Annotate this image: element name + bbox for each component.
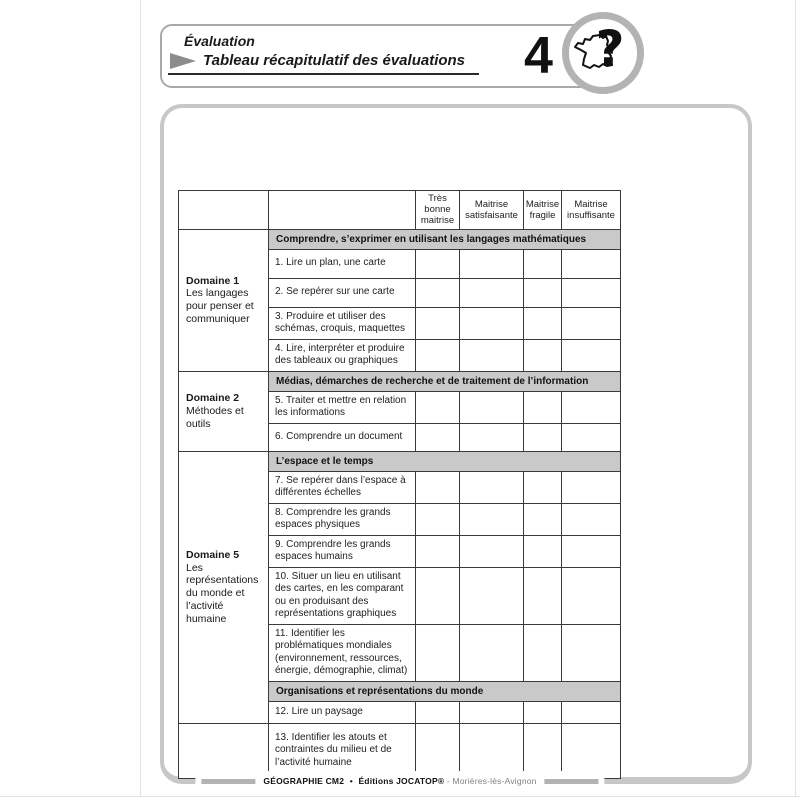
score-cell[interactable] xyxy=(524,423,562,451)
score-cell[interactable] xyxy=(460,339,524,371)
competency-label: 12. Lire un paysage xyxy=(269,701,416,723)
column-header: Maitrise fragile xyxy=(524,191,562,230)
france-map-question-icon xyxy=(570,20,636,86)
score-cell[interactable] xyxy=(416,391,460,423)
header-title-row xyxy=(168,52,479,75)
score-cell[interactable] xyxy=(460,723,524,778)
score-cell[interactable] xyxy=(524,471,562,503)
domain-title: Domaine 1 xyxy=(186,274,240,287)
competency-label: 2. Se repérer sur une carte xyxy=(269,278,416,307)
footer-text xyxy=(263,776,536,786)
score-cell[interactable] xyxy=(562,503,621,535)
score-cell[interactable] xyxy=(460,624,524,681)
competency-label: 5. Traiter et mettre en relation les informations xyxy=(269,391,416,423)
category-label: Évaluation xyxy=(184,33,255,49)
page-edge-line xyxy=(795,0,796,797)
competency-label: 1. Lire un plan, une carte xyxy=(269,249,416,278)
score-cell[interactable] xyxy=(460,471,524,503)
score-cell[interactable] xyxy=(460,423,524,451)
domain-cell xyxy=(179,451,269,723)
score-cell[interactable] xyxy=(562,471,621,503)
blank-corner-cell xyxy=(179,191,269,230)
right-arrow-icon xyxy=(170,53,196,69)
footer-location: - Morières-lès-Avignon xyxy=(446,776,537,786)
score-cell[interactable] xyxy=(416,278,460,307)
page-title: Tableau récapitulatif des évaluations xyxy=(203,52,466,69)
score-cell[interactable] xyxy=(460,391,524,423)
score-cell[interactable] xyxy=(460,307,524,339)
france-question-badge xyxy=(562,12,644,94)
footer-publisher: Éditions JOCATOP® xyxy=(358,776,445,786)
page-edge-line xyxy=(140,0,141,797)
score-cell[interactable] xyxy=(562,391,621,423)
footer-separator: • xyxy=(349,776,353,786)
score-cell[interactable] xyxy=(524,249,562,278)
competency-label: 4. Lire, interpréter et produire des tableaux ou graphiques xyxy=(269,339,416,371)
section-header: Comprendre, s’exprimer en utilisant les langages mathématiques xyxy=(269,229,621,249)
score-cell[interactable] xyxy=(524,723,562,778)
column-header: Maitrise satisfaisante xyxy=(460,191,524,230)
table-header-row xyxy=(179,191,621,230)
score-cell[interactable] xyxy=(416,567,460,624)
section-header: Médias, démarches de recherche et de traitement de l’information xyxy=(269,371,621,391)
score-cell[interactable] xyxy=(416,535,460,567)
competency-label: 10. Situer un lieu en utilisant des cartes, en les comparant ou en produisant des représentations graphiques xyxy=(269,567,416,624)
page-edge-line xyxy=(0,796,800,797)
competency-label: 6. Comprendre un document xyxy=(269,423,416,451)
score-cell[interactable] xyxy=(460,249,524,278)
score-cell[interactable] xyxy=(416,624,460,681)
section-header: L’espace et le temps xyxy=(269,451,621,471)
score-cell[interactable] xyxy=(460,701,524,723)
domain-subtitle: Les langages pour penser et communiquer xyxy=(186,287,254,325)
section-row xyxy=(179,229,621,249)
score-cell[interactable] xyxy=(460,503,524,535)
blank-corner-cell xyxy=(269,191,416,230)
score-cell[interactable] xyxy=(416,423,460,451)
score-cell[interactable] xyxy=(416,249,460,278)
competency-label: 13. Identifier les atouts et contraintes du milieu et de l’activité humaine xyxy=(269,723,416,778)
competency-label: 8. Comprendre les grands espaces physiques xyxy=(269,503,416,535)
footer-bar-left xyxy=(201,779,255,784)
domain-cell xyxy=(179,371,269,451)
domain-title: Domaine 5 xyxy=(186,548,240,561)
svg-text:?: ? xyxy=(595,20,625,78)
score-cell[interactable] xyxy=(524,339,562,371)
domain-cell xyxy=(179,229,269,371)
competency-label: 3. Produire et utiliser des schémas, croquis, maquettes xyxy=(269,307,416,339)
score-cell[interactable] xyxy=(562,567,621,624)
score-cell[interactable] xyxy=(524,624,562,681)
score-cell[interactable] xyxy=(524,701,562,723)
score-cell[interactable] xyxy=(416,471,460,503)
table-row xyxy=(179,723,621,778)
competency-label: 9. Comprendre les grands espaces humains xyxy=(269,535,416,567)
column-header: Très bonne maitrise xyxy=(416,191,460,230)
domain-cell-empty xyxy=(179,723,269,778)
score-cell[interactable] xyxy=(562,339,621,371)
score-cell[interactable] xyxy=(416,339,460,371)
domain-subtitle: Méthodes et outils xyxy=(186,404,244,430)
section-row xyxy=(179,451,621,471)
footer-bar-right xyxy=(545,779,599,784)
footer-subject: GÉOGRAPHIE CM2 xyxy=(263,776,345,786)
section-header: Organisations et représentations du monde xyxy=(269,681,621,701)
score-cell[interactable] xyxy=(562,278,621,307)
score-cell[interactable] xyxy=(524,391,562,423)
evaluation-table xyxy=(178,190,621,779)
score-cell[interactable] xyxy=(562,423,621,451)
score-cell[interactable] xyxy=(562,307,621,339)
competency-label: 7. Se repérer dans l’espace à différentes échelles xyxy=(269,471,416,503)
score-cell[interactable] xyxy=(416,503,460,535)
score-cell[interactable] xyxy=(524,535,562,567)
score-cell[interactable] xyxy=(416,701,460,723)
score-cell[interactable] xyxy=(524,503,562,535)
score-cell[interactable] xyxy=(562,723,621,778)
score-cell[interactable] xyxy=(562,535,621,567)
score-cell[interactable] xyxy=(460,567,524,624)
page-footer xyxy=(195,771,604,791)
section-row xyxy=(179,371,621,391)
domain-subtitle: Les représentations du monde et l’activité humaine xyxy=(186,561,259,625)
column-header: Maitrise insuffisante xyxy=(562,191,621,230)
score-cell[interactable] xyxy=(416,307,460,339)
score-cell[interactable] xyxy=(460,278,524,307)
score-cell[interactable] xyxy=(524,278,562,307)
score-cell[interactable] xyxy=(562,624,621,681)
score-cell[interactable] xyxy=(460,535,524,567)
score-cell[interactable] xyxy=(524,567,562,624)
competency-label: 11. Identifier les problématiques mondiales (environnement, ressources, énergie, démographie, climat) xyxy=(269,624,416,681)
lesson-number: 4 xyxy=(524,27,553,85)
score-cell[interactable] xyxy=(416,723,460,778)
domain-title: Domaine 2 xyxy=(186,391,240,404)
score-cell[interactable] xyxy=(562,701,621,723)
score-cell[interactable] xyxy=(562,249,621,278)
score-cell[interactable] xyxy=(524,307,562,339)
